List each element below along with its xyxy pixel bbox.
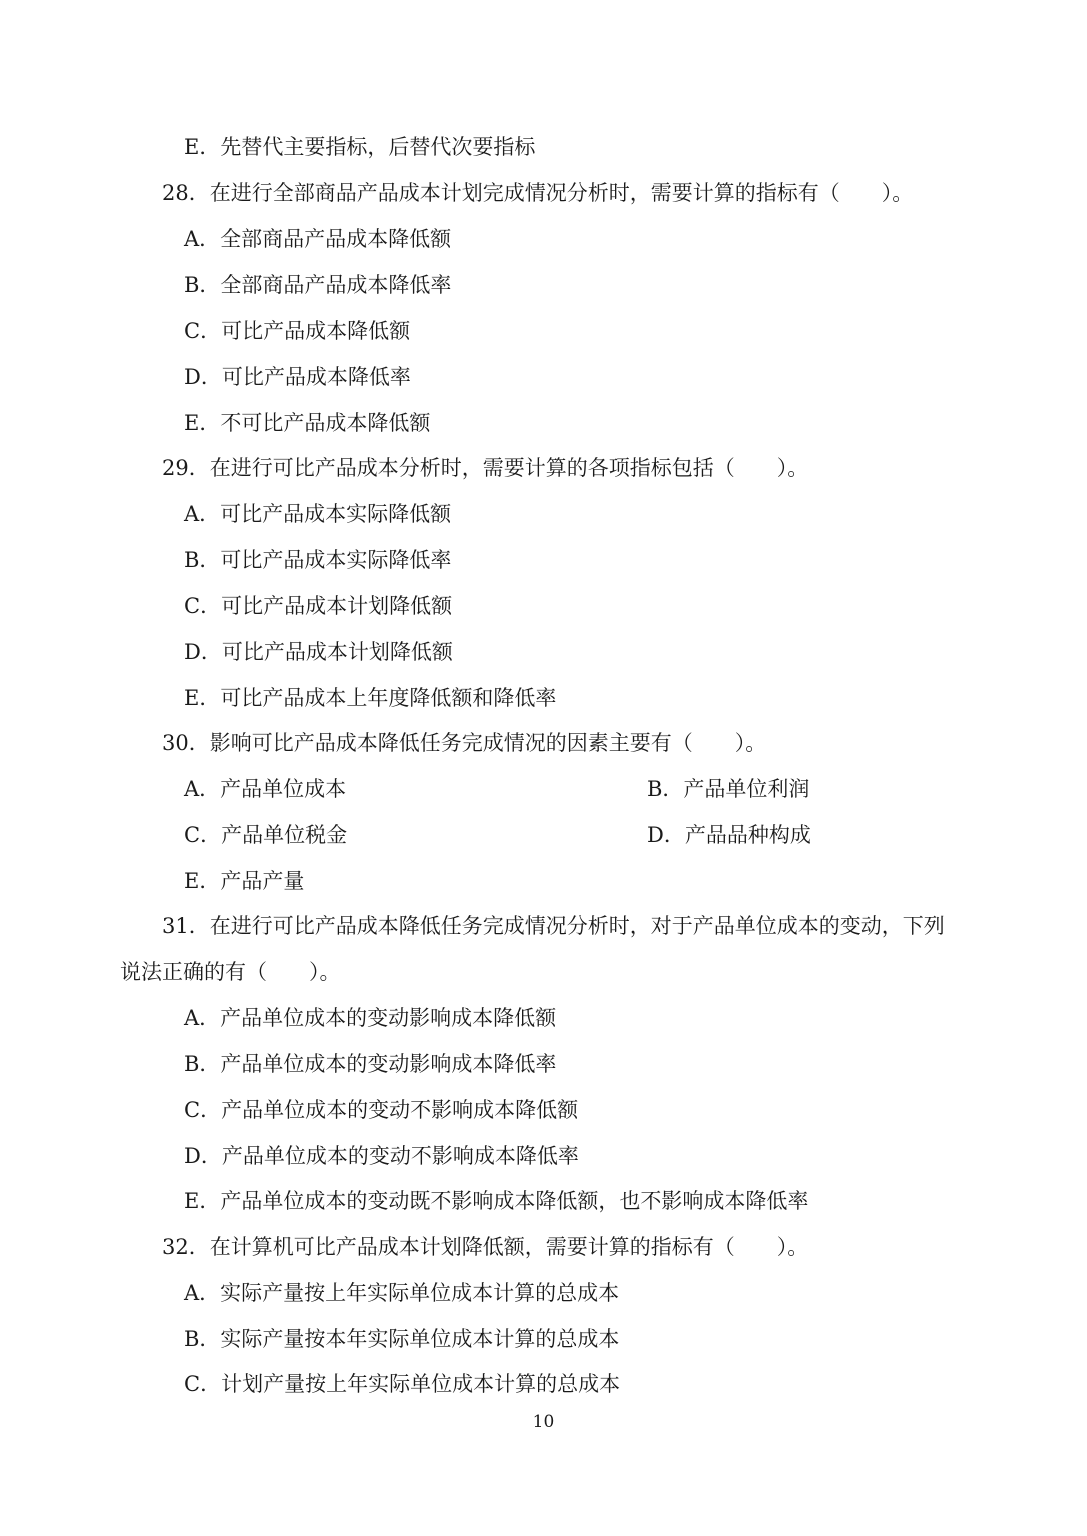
q31-stem-line2: 说法正确的有（ ）。 (120, 960, 341, 984)
q28-option-b: B．全部商品产品成本降低率 (184, 273, 452, 297)
page-number: 10 (532, 1412, 555, 1432)
q31-option-c: C．产品单位成本的变动不影响成本降低额 (184, 1098, 579, 1122)
q29-option-a: A．可比产品成本实际降低额 (184, 502, 452, 526)
q30-option-c: C．产品单位税金 (184, 823, 348, 847)
q31-option-b: B．产品单位成本的变动影响成本降低率 (184, 1052, 557, 1076)
q29-stem: 29．在进行可比产品成本分析时，需要计算的各项指标包括（ ）。 (162, 456, 809, 480)
q29-option-c: C．可比产品成本计划降低额 (184, 594, 453, 618)
q28-option-d: D．可比产品成本降低率 (184, 365, 411, 389)
q30-option-d: D．产品品种构成 (647, 823, 811, 847)
q31-option-a: A．产品单位成本的变动影响成本降低额 (184, 1006, 557, 1030)
q29-option-e: E．可比产品成本上年度降低额和降低率 (184, 686, 557, 710)
q29-option-d: D．可比产品成本计划降低额 (184, 640, 453, 664)
q28-stem: 28．在进行全部商品产品成本计划完成情况分析时，需要计算的指标有（ ）。 (162, 181, 914, 205)
q28-option-e: E．不可比产品成本降低额 (184, 411, 431, 435)
q29-option-b: B．可比产品成本实际降低率 (184, 548, 452, 572)
q32-stem: 32．在计算机可比产品成本计划降低额，需要计算的指标有（ ）。 (162, 1235, 809, 1259)
q30-stem: 30．影响可比产品成本降低任务完成情况的因素主要有（ ）。 (162, 731, 767, 755)
q30-option-e: E．产品产量 (184, 869, 305, 893)
q27-option-e: E．先替代主要指标，后替代次要指标 (184, 135, 536, 159)
q28-option-c: C．可比产品成本降低额 (184, 319, 411, 343)
q30-option-b: B．产品单位利润 (647, 777, 810, 801)
q31-option-e: E．产品单位成本的变动既不影响成本降低额，也不影响成本降低率 (184, 1189, 809, 1213)
q32-option-b: B．实际产量按本年实际单位成本计算的总成本 (184, 1327, 620, 1351)
q31-stem-line1: 31．在进行可比产品成本降低任务完成情况分析时，对于产品单位成本的变动，下列 (162, 914, 945, 938)
q31-option-d: D．产品单位成本的变动不影响成本降低率 (184, 1144, 579, 1168)
q32-option-a: A．实际产量按上年实际单位成本计算的总成本 (184, 1281, 620, 1305)
q28-option-a: A．全部商品产品成本降低额 (184, 227, 452, 251)
q32-option-c: C．计划产量按上年实际单位成本计算的总成本 (184, 1372, 621, 1396)
q30-option-a: A．产品单位成本 (184, 777, 347, 801)
